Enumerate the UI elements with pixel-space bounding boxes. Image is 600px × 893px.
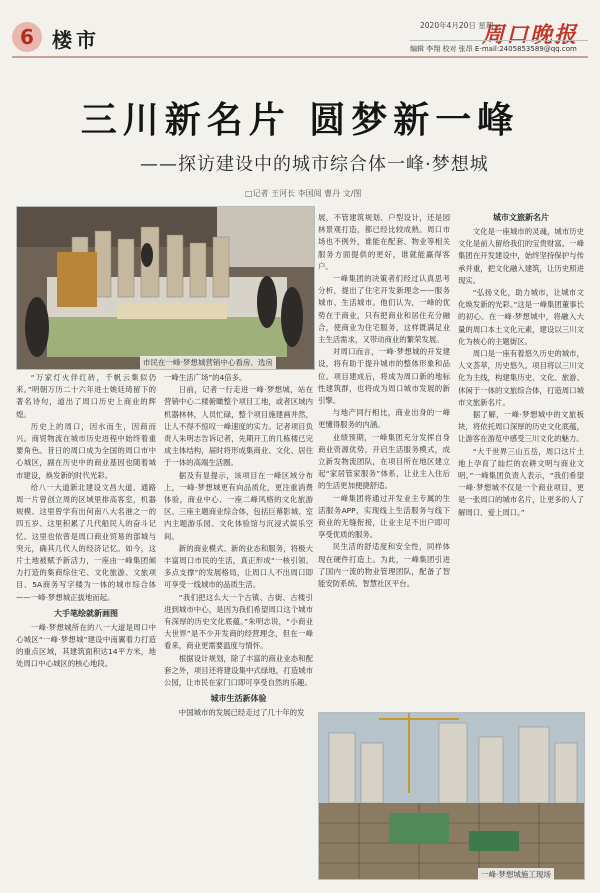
subsection-heading: 大手笔绘就新画图 <box>54 608 118 618</box>
header-divider <box>12 56 588 58</box>
article-column-1 <box>16 372 156 884</box>
paragraph: 新的商业模式、新的业态和服务，将极大丰富周口市民的生活，真正形成“一核引领、多点支撑”的发展格局，让周口人不出周口即可享受一线城市的品质生活。 <box>164 543 313 590</box>
paragraph: 中国城市的发展已经走过了几十年的发 <box>178 708 305 718</box>
paragraph: “大千世界三山五岳，周口这片土地上孕育了灿烂的农耕文明与商业文明。”一峰集团负责人表示，“我们希望一峰·梦想城不仅是一个商业项目，更是一张周口的城市名片，让更多的人了解周口、爱上周口。” <box>458 446 584 517</box>
sales-center-photo <box>16 206 315 370</box>
article-column-2 <box>164 372 313 884</box>
photo-caption-top: 市民在一峰·梦想城营销中心看房、选房 <box>140 356 276 369</box>
main-headline: 三川新名片 圆梦新一峰 <box>80 100 520 141</box>
paragraph: 与地产同行相比，商业出身的一峰更懂得服务的内涵。 <box>318 408 450 430</box>
issue-date: 2020年4月20日 星期一 <box>420 21 501 30</box>
subsection-heading: 城市文旅新名片 <box>493 213 549 222</box>
paragraph: 文化是一座城市的灵魂，城市历史文化是前人留给我们的宝贵财富。一峰集团在开发建设中，始终坚持保护与传承并重，把文化融入建筑，让历史照进现实。 <box>458 227 584 285</box>
section-title: 楼市 <box>52 28 100 52</box>
editor-info: 编辑 李翔 校对 张昂 E-mail:2405853589@qq.com <box>410 44 577 53</box>
byline: □记者 王河长 李国阅 曹丹 文/图 <box>245 189 362 198</box>
page-header <box>0 0 600 70</box>
paragraph: 民生活的舒适度和安全性，同样体现在硬件打造上。为此，一峰集团引进了国内一流的物业管理团队，配备了智能安防系统、智慧社区平台。 <box>318 542 450 589</box>
article-column-4 <box>458 212 584 707</box>
paragraph: “弘扬文化，助力城市，让城市文化焕发新的光彩。”这是一峰集团董事长的初心。在一峰·梦想城中，将融入大量的周口本土文化元素，建设以三川文化为核心的主题街区。 <box>458 288 584 346</box>
paragraph: 一峰集团将通过开发业主专属的生活服务APP，实现线上生活服务与线下商业的无缝衔接，让业主足不出户即可享受优质的服务。 <box>318 493 450 540</box>
subsection-heading: 城市生活新体验 <box>210 694 267 704</box>
paragraph: 给八一大道新北建设文昌大道、通路周一片曾创立周的区域里排高客室，机器规模、这里曾学有出何南八大名港之一的四五岁、这里积累了几代船民人的奋斗记忆。这里也依曾是周口商业贸易的部城与突元，确其几代人的经济记忆。如今，这片土地被赋予新活力，一座由一峰集团倾力打造的集商综住宅、文化旅游、文旅项目、5A商务写字楼为一体的城市综合体——一峰·梦想城正拔地而起。 <box>16 482 156 602</box>
page-number-badge: 6 <box>12 22 42 52</box>
article-column-3 <box>318 212 450 707</box>
construction-illustration <box>319 713 584 879</box>
paragraph: 一峰集团的决策者们经过认真思考分析，提出了住宅开发新理念——服务城市、生活城市。他们认为，一峰的优势在于商业，只有把商业和居住充分融合，使商业为住宅服务，这样既满足业主生活需求，又带动商业的繁荣发展。 <box>318 274 450 345</box>
paragraph: 据了解，一峰·梦想城中的文旅板块，将依托周口深厚的历史文化底蕴，让游客在游览中感受三川文化的魅力。 <box>458 410 584 444</box>
paragraph: “万家灯火伴红砖，千帆云集似仍来。”明朝万历二十六年进士姚廷琦留下的著名诗句，道出了周口历史上商业的辉煌。 <box>16 373 156 419</box>
paragraph: 历史上的周口，因水而生，因商而兴。商贸物流在城市历史进程中始终着重要角色。昔日的周口成为全国的周口市中心城区，副在历史中的商业基因也随着城市建设，焕发新的时代光彩。 <box>16 421 156 480</box>
subheadline: ——探访建设中的城市综合体一峰·梦想城 <box>140 154 489 175</box>
paragraph: 一峰生活广场”的4倍多。 <box>164 373 247 382</box>
paragraph: 对周口而言，一峰·梦想城的开发建设，将有助于提升城市的整体形象和品位。项目建成后，将成为周口新的地标性建筑群，也将成为周口城市发展的新引擎。 <box>318 347 450 406</box>
paragraph: 一峰·梦想城所在的八一大道是周口中心城区“一峰·梦想城”建设中南翼着力打造的重点区域，其建筑面积达14平方米，地处周口中心城区的核心地段。 <box>16 622 156 669</box>
paragraph: “我们把这么大一个古镇、古街、古楼引进到城市中心，是因为我们希望周口这个城市有深厚的历史文化底蕴。”朱明志说，“小商业大世界”是不少开发商的经营理念，但在一峰看来，商业更需要温度与情怀。 <box>164 592 313 651</box>
paragraph: 日前，记者一行走进一峰·梦想城，站在营销中心二楼俯瞰整个项目工地，或者区域内机器林林，人员忙碌，整个项目施建画井然，让人不得不惊叹一峰速度的实力。记者项目负责人朱明志告诉记者，先期开工的几栋楼已完成主体结构，届时将形成集商业、文化、居住于一体的高端生活圈。 <box>164 385 313 468</box>
paragraph: 业绩预期，一峰集团充分发挥自身商业资源优势，开启生活服务模式，成立新发物流团队，在项目所在地区建立起“家居管家服务”体系，让业主入住后的生活更加便捷舒适。 <box>318 432 450 491</box>
paragraph: 据及有显提示，该项目在一峰区域分布上，一峰·梦想城更有向品质化，更注重消费体验，商业中心、一座二峰风格的文化旅游区、三座主题商业综合体，包括巨幕影城、室内主题游乐园、文化体验馆与沉浸式娱乐空间。 <box>164 470 313 541</box>
editor-line <box>410 40 588 54</box>
newspaper-logo: 周口晚报 <box>481 22 578 48</box>
paragraph: 周口是一座有着悠久历史的城市，人文荟萃，历史悠久。项目将以三川文化为主线，构建集历史、文化、旅游、休闲于一体的文旅综合体，打造周口城市文旅新名片。 <box>458 349 584 407</box>
photo-caption-bottom: 一峰·梦想城施工现场 <box>478 868 554 881</box>
paragraph: 展，不管建筑规划、户型设计，还是园林景观打造，都已经比较成熟。周口市场也不例外，谁能在配套、物业等相关服务方面提供的更好，谁就能赢得客户。 <box>318 213 450 271</box>
construction-site-photo <box>318 712 585 880</box>
sales-center-illustration <box>17 207 314 369</box>
paragraph: 根据设计规划，除了丰富的商业业态和配套之外，项目还将建设集中式绿地，打造城市公园，让市民在家门口即可享受自然的乐趣。 <box>164 653 313 688</box>
